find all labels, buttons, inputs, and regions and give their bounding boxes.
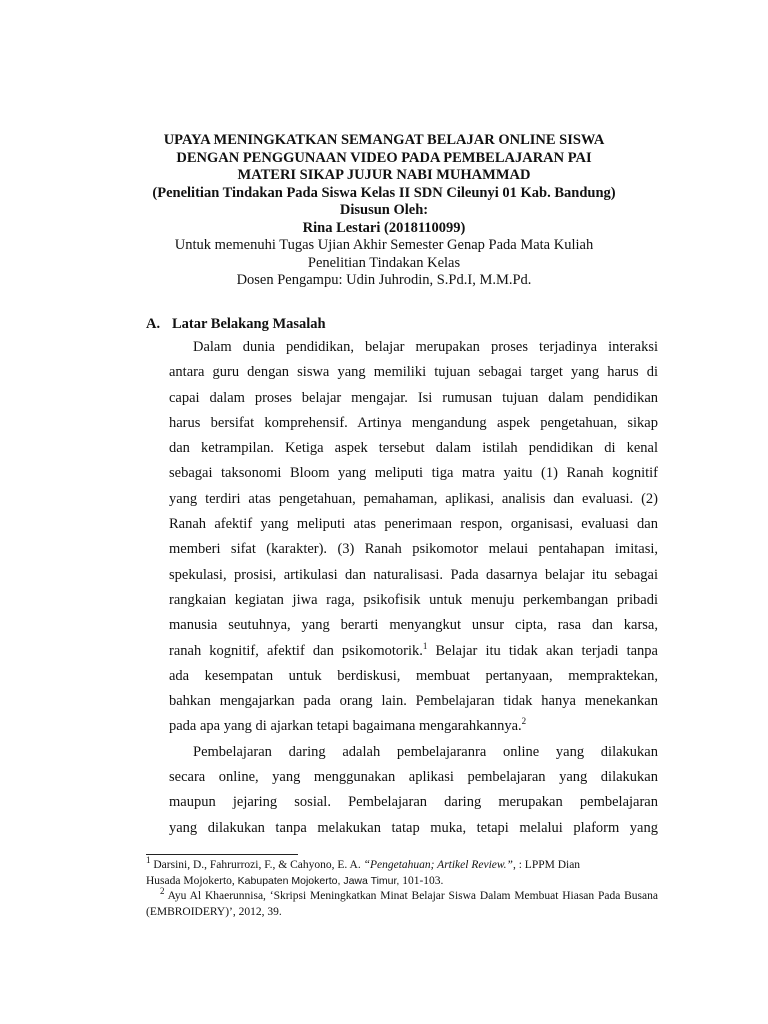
footnote-1 [146, 855, 658, 889]
purpose-line-2: Penelitian Tindakan Kelas [307, 254, 461, 271]
title-line-3: MATERI SIKAP JUJUR NABI MUHAMMAD [237, 167, 531, 183]
footnote-separator [146, 854, 298, 855]
footnote-ref-1[interactable]: 1 [422, 640, 428, 651]
paragraph-line: spekulasi, prosisi, artikulasi dan naturalisasi. Pada dasarnya belajar itu sebagai [169, 566, 658, 583]
section-heading [146, 314, 326, 334]
paragraph-line: sebagai taksonomi Bloom yang meliputi tiga matra yaitu (1) Ranah kognitif [169, 465, 658, 482]
paragraph-line: manusia seutuhnya, yang berarti menyangkut unsur cipta, rasa dan karsa, [169, 617, 658, 634]
lecturer-line: Dosen Pengampu: Udin Juhrodin, S.Pd.I, M.M.Pd. [236, 272, 532, 288]
paragraph-line: memberi sifat (karakter). (3) Ranah psikomotor melaui pentahapan imitasi, [169, 541, 658, 558]
paragraph-1 [169, 335, 658, 740]
section-letter: A. [146, 316, 161, 332]
footnote-1-place-b: Kabupaten Mojokerto, Jawa Timur, [237, 874, 400, 887]
paragraph-line: dan ketrampilan. Ketiga aspek tersebut dalam istilah pendidikan di kenal [169, 440, 658, 457]
footnote-1-mark: 1 [146, 855, 151, 866]
purpose-line-1: Untuk memenuhi Tugas Ujian Akhir Semester Genap Pada Mata Kuliah [174, 237, 594, 253]
title-line-1: UPAYA MENINGKATKAN SEMANGAT BELAJAR ONLINE SISWA [163, 132, 605, 148]
footnote-2-mark: 2 [160, 886, 165, 897]
paragraph-text: ranah kognitif, afektif dan psikomotorik. [169, 642, 423, 659]
paragraph-line: harus bersifat komprehensif. Artinya mengandung aspek pengetahuan, sikap [169, 414, 658, 431]
paragraph-line-with-ref [169, 639, 658, 664]
title-line-2: DENGAN PENGGUNAAN VIDEO PADA PEMBELAJARAN PAI [176, 149, 592, 166]
footnote-1-authors: Darsini, D., Fahrurrozi, F., & Cahyono, E. A. [150, 859, 364, 871]
footnotes [146, 855, 658, 920]
paragraph-line: capai dalam proses belajar mengajar. Isi rumusan tujuan dalam pendidikan [169, 389, 658, 406]
paragraph-line: ada kesempatan untuk berdiskusi, membuat pertanyaan, mempraktekan, [169, 667, 658, 684]
paragraph-line: maupun jejaring sosial. Pembelajaran daring merupakan pembelajaran [169, 794, 658, 811]
paragraph-line: antara guru dengan siswa yang memiliki tujuan sebagai target yang harus di [169, 364, 658, 381]
author-name: Rina Lestari (2018110099) [302, 219, 466, 236]
section-title: Latar Belakang Masalah [172, 316, 326, 332]
body-text [169, 335, 658, 841]
research-subtitle: (Penelitian Tindakan Pada Siswa Kelas II SDN Cileunyi 01 Kab. Bandung) [152, 184, 616, 201]
footnote-1-publisher: , : LPPM Dian [512, 859, 581, 871]
compiled-by-label: Disusun Oleh: [339, 202, 429, 218]
paragraph-line: Dalam dunia pendidikan, belajar merupakan proses terjadinya interaksi [193, 339, 658, 355]
paragraph-line-with-ref [169, 714, 658, 739]
footnote-2-text: Ayu Al Khaerunnisa, ‘Skripsi Meningkatkan Minat Belajar Siswa Dalam Membuat Hiasan Pada Busana (EMBROIDERY)’, 2012, 39. [146, 890, 658, 918]
paragraph-line: yang dilakukan tanpa melakukan tatap muka, tetapi melalui plaform yang [169, 819, 658, 836]
paragraph-text: pada apa yang di ajarkan tetapi bagaimana mengarahkannya. [169, 718, 522, 735]
footnote-1-place-a: Husada Mojokerto, [146, 874, 235, 887]
paragraph-line: yang terdiri atas pengetahuan, pemahaman, aplikasi, analisis dan evaluasi. (2) [169, 490, 658, 507]
footnote-1-title: “Pengetahuan; Artikel Review.” [363, 859, 513, 871]
paragraph-line: rangkaian kegiatan jiwa raga, psikofisik untuk menuju perkembangan pribadi [169, 591, 658, 608]
paragraph-line: Pembelajaran daring adalah pembelajaranra online yang dilakukan [193, 743, 658, 760]
paragraph-line: Ranah afektif yang meliputi atas penerimaan respon, organisasi, evaluasi dan [169, 516, 658, 533]
footnote-1-pages: 101-103. [399, 874, 444, 887]
paragraph-line: secara online, yang menggunakan aplikasi pembelajaran yang dilakukan [169, 769, 658, 786]
paragraph-2 [169, 740, 658, 841]
title-block [110, 132, 658, 290]
paragraph-line: bahkan mengajarkan pada orang lain. Pembelajaran tidak hanya menekankan [169, 693, 658, 710]
footnote-2 [146, 886, 658, 920]
footnote-ref-2[interactable]: 2 [521, 716, 527, 727]
paragraph-text: Belajar itu tidak akan terjadi tanpa [427, 642, 658, 659]
